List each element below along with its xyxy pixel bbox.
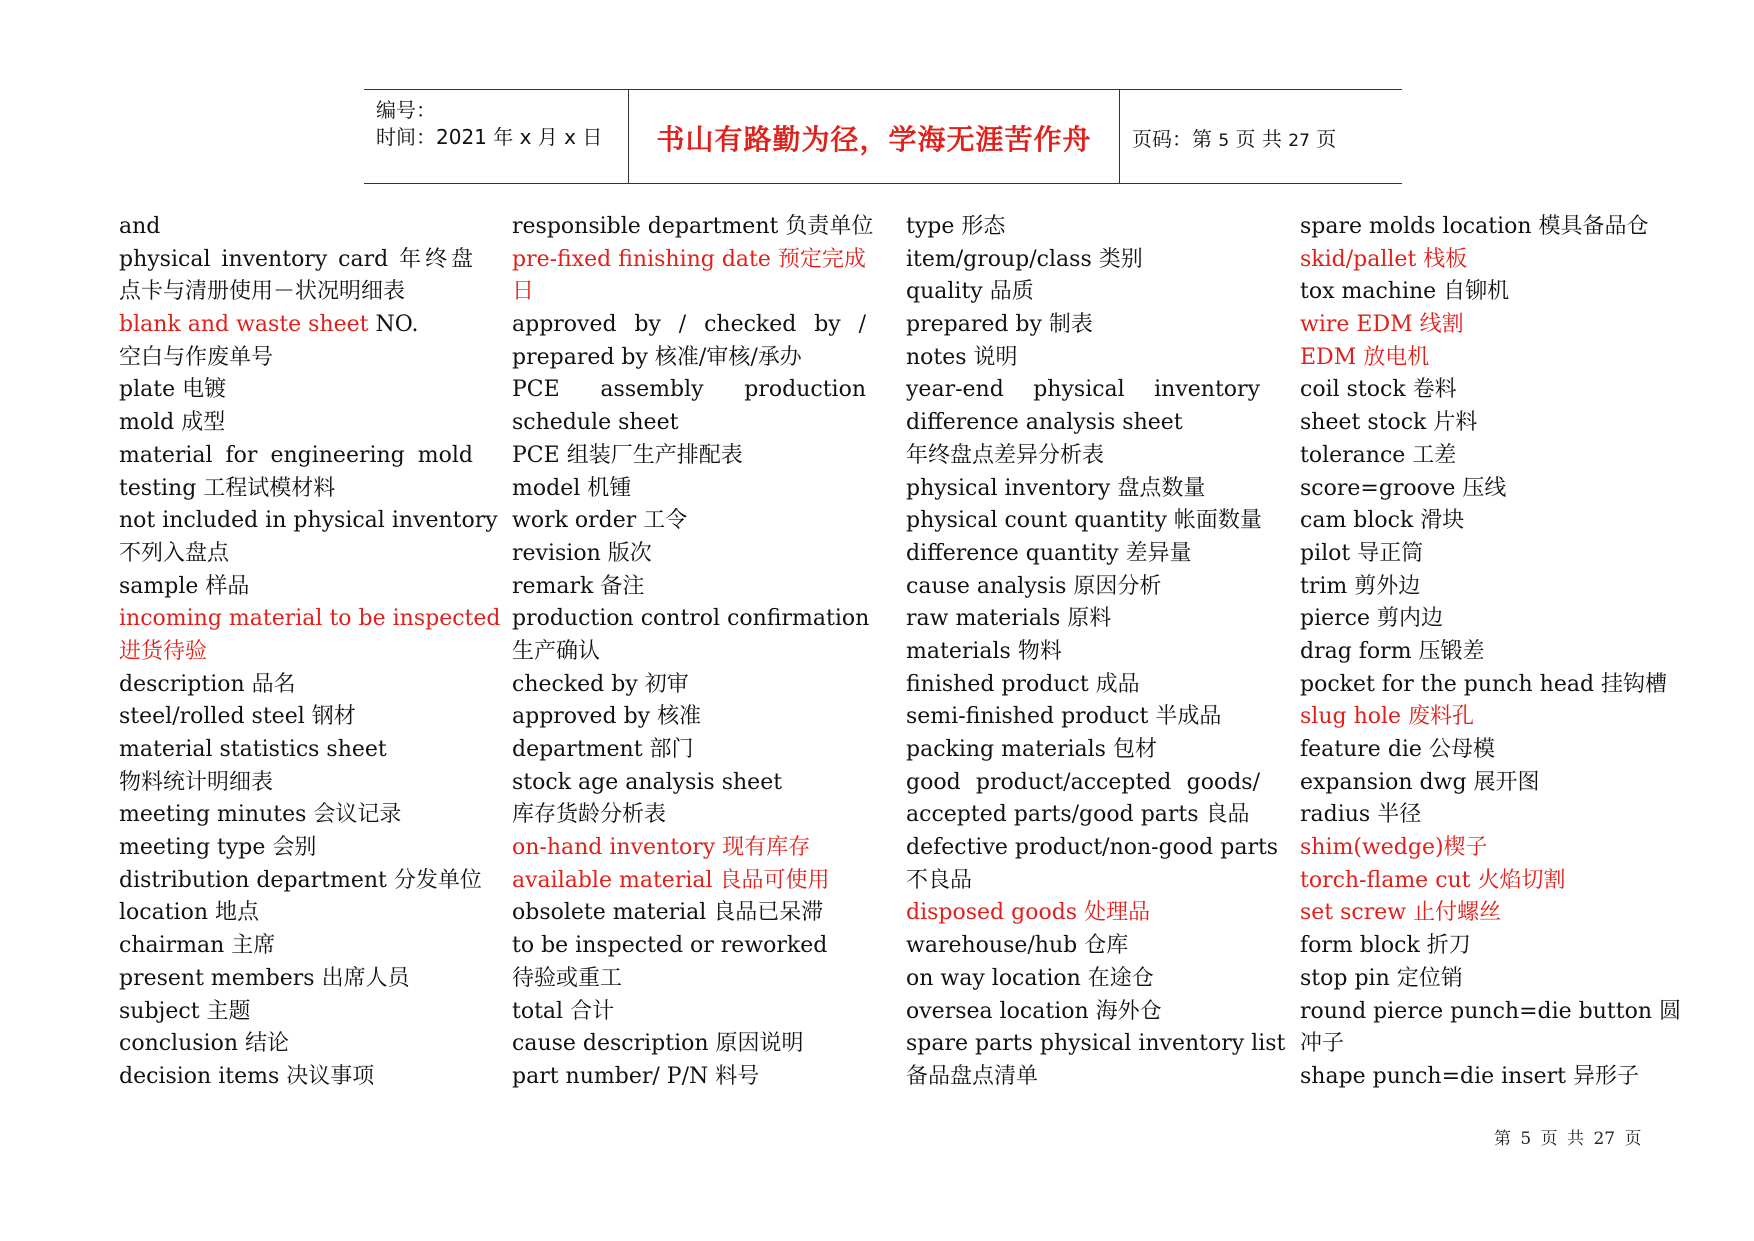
glossary-line: incoming material to be inspected <box>119 606 501 632</box>
glossary-line: and <box>119 214 161 239</box>
glossary-column-4 <box>1300 211 1681 1094</box>
glossary-line: revision 版次 <box>512 540 652 566</box>
glossary-line: difference analysis sheet <box>906 410 1183 436</box>
glossary-line: physical inventory 盘点数量 <box>906 475 1206 501</box>
document-number-label: 编号： <box>376 98 436 122</box>
page-suffix: 页 <box>1316 127 1337 151</box>
glossary-line: 不良品 <box>906 867 973 893</box>
glossary-line: physical count quantity 帐面数量 <box>906 508 1262 534</box>
glossary-line: material for engineering mold <box>119 442 473 468</box>
header-motto: 书山有路勤为径，学海无涯苦作舟 <box>656 123 1092 156</box>
glossary-line: pierce 剪内边 <box>1300 606 1443 632</box>
glossary-line: packing materials 包材 <box>906 737 1157 762</box>
footer-suffix: 页 <box>1624 1129 1642 1149</box>
glossary-line: cause analysis 原因分析 <box>906 573 1162 599</box>
glossary-line: stop pin 定位销 <box>1300 965 1463 991</box>
glossary-line: on-hand inventory 现有库存 <box>512 835 811 861</box>
page-footer <box>1494 1124 1642 1149</box>
glossary-line: subject 主题 <box>119 998 251 1024</box>
glossary-column-2 <box>512 211 874 1094</box>
glossary-line: sample 样品 <box>119 573 250 599</box>
glossary-line: 空白与作废单号 <box>119 344 274 370</box>
glossary-line: total 合计 <box>512 998 615 1024</box>
glossary-line: conclusion 结论 <box>119 1031 289 1057</box>
current-page: 5 <box>1218 131 1230 151</box>
glossary-line: meeting minutes 会议记录 <box>119 802 402 828</box>
header-page-cell <box>1120 90 1402 183</box>
glossary-line: part number/ P/N 料号 <box>512 1063 760 1089</box>
glossary-line: slug hole 废料孔 <box>1300 704 1475 730</box>
glossary-line: good product/accepted goods/ <box>906 769 1260 795</box>
glossary-line: distribution department 分发单位 <box>119 867 482 893</box>
glossary-line: tox machine 自铆机 <box>1300 279 1510 305</box>
glossary-line: to be inspected or reworked <box>512 933 828 959</box>
glossary-line: 库存货龄分析表 <box>512 802 667 828</box>
glossary-line: form block 折刀 <box>1300 933 1471 959</box>
glossary-line: 点卡与清册使用－状况明细表 <box>119 279 406 305</box>
page-mid: 页 共 <box>1235 127 1282 151</box>
glossary-line: physical inventory card 年终盘 <box>119 246 473 272</box>
glossary-line: production control confirmation <box>512 606 870 632</box>
glossary-line: material statistics sheet <box>119 737 387 762</box>
glossary-line: schedule sheet <box>512 410 679 436</box>
glossary-line: not included in physical inventory <box>119 508 498 534</box>
glossary-line: PCE assembly production <box>512 377 866 403</box>
glossary-line: 备品盘点清单 <box>906 1063 1039 1089</box>
glossary-line: plate 电镀 <box>119 377 227 403</box>
total-pages: 27 <box>1288 131 1310 151</box>
glossary-line: raw materials 原料 <box>906 606 1112 632</box>
footer-prefix: 第 <box>1494 1129 1511 1149</box>
page-prefix: 页码：第 <box>1132 127 1212 151</box>
glossary-line: pilot 导正筒 <box>1300 540 1424 566</box>
glossary-line: remark 备注 <box>512 573 645 599</box>
glossary-line: meeting type 会别 <box>119 835 317 861</box>
glossary-line: item/group/class 类别 <box>906 246 1143 272</box>
glossary-line: spare parts physical inventory list <box>906 1031 1286 1057</box>
header-info-cell <box>364 90 628 183</box>
glossary-line: 待验或重工 <box>512 965 623 991</box>
glossary-line: shim(wedge)楔子 <box>1300 835 1488 861</box>
glossary-line: spare molds location 模具备品仓 <box>1300 214 1649 239</box>
glossary-line: coil stock 卷料 <box>1300 377 1457 403</box>
header-motto-cell <box>628 90 1120 183</box>
glossary-line: 不列入盘点 <box>119 540 230 566</box>
document-header <box>364 89 1402 184</box>
glossary-line: set screw 止付螺丝 <box>1300 900 1502 926</box>
glossary-line: notes 说明 <box>906 344 1018 370</box>
glossary-line: cause description 原因说明 <box>512 1031 804 1057</box>
glossary-line: disposed goods 处理品 <box>906 900 1151 926</box>
glossary-line: approved by 核准 <box>512 704 702 730</box>
glossary-line: approved by / checked by / <box>512 312 866 338</box>
glossary-line: responsible department 负责单位 <box>512 214 874 239</box>
footer-total: 27 <box>1593 1129 1616 1149</box>
glossary-line: radius 半径 <box>1300 802 1422 828</box>
glossary-segment: blank and waste sheet <box>119 312 376 338</box>
glossary-line: chairman 主席 <box>119 933 276 959</box>
glossary-line: defective product/non-good parts <box>906 835 1279 861</box>
glossary-line: difference quantity 差异量 <box>906 540 1192 566</box>
glossary-line <box>119 309 473 342</box>
glossary-line: type 形态 <box>906 214 1006 239</box>
glossary-line: pocket for the punch head 挂钩槽 <box>1300 671 1668 697</box>
glossary-line: 进货待验 <box>119 638 208 664</box>
glossary-line: checked by 初审 <box>512 671 689 697</box>
glossary-line: cam block 滑块 <box>1300 508 1465 534</box>
glossary-line: work order 工令 <box>512 508 688 534</box>
glossary-line: oversea location 海外仓 <box>906 998 1162 1024</box>
glossary-column-1 <box>119 211 501 1094</box>
glossary-line: testing 工程试模材料 <box>119 475 336 501</box>
glossary-line: semi-finished product 半成品 <box>906 704 1222 730</box>
glossary-line: torch-flame cut 火焰切割 <box>1300 867 1566 893</box>
glossary-line: location 地点 <box>119 900 260 926</box>
glossary-segment: NO. <box>375 312 419 338</box>
glossary-line: available material 良品可使用 <box>512 867 830 893</box>
glossary-line: description 品名 <box>119 671 296 697</box>
glossary-line: EDM 放电机 <box>1300 344 1430 370</box>
document-date: 时间：2021 年 x 月 x 日 <box>376 125 603 149</box>
glossary-line: 冲子 <box>1300 1031 1345 1057</box>
glossary-line: trim 剪外边 <box>1300 573 1421 599</box>
footer-mid: 页 共 <box>1540 1129 1585 1149</box>
glossary-line: stock age analysis sheet <box>512 769 783 795</box>
glossary-line: on way location 在途仓 <box>906 965 1154 991</box>
header-page-number <box>1132 123 1336 152</box>
glossary-line: mold 成型 <box>119 410 226 436</box>
glossary-line: department 部门 <box>512 737 694 762</box>
glossary-line: materials 物料 <box>906 638 1062 664</box>
glossary-line: warehouse/hub 仓库 <box>906 933 1129 959</box>
glossary-line: steel/rolled steel 钢材 <box>119 704 356 730</box>
glossary-line: model 机锺 <box>512 475 632 501</box>
glossary-line: expansion dwg 展开图 <box>1300 769 1540 795</box>
footer-page-num: 5 <box>1520 1129 1532 1149</box>
glossary-line: present members 出席人员 <box>119 965 410 991</box>
glossary-line: 物料统计明细表 <box>119 769 274 795</box>
glossary-line: sheet stock 片料 <box>1300 410 1478 436</box>
glossary-line: 生产确认 <box>512 638 601 664</box>
glossary-line: shape punch=die insert 异形子 <box>1300 1063 1640 1089</box>
glossary-line: obsolete material 良品已呆滞 <box>512 900 824 926</box>
glossary-line: PCE 组装厂生产排配表 <box>512 442 743 468</box>
glossary-line: score=groove 压线 <box>1300 475 1507 501</box>
glossary-line: prepared by 制表 <box>906 312 1093 338</box>
glossary-line: accepted parts/good parts 良品 <box>906 802 1250 828</box>
glossary-line: feature die 公母模 <box>1300 737 1495 762</box>
glossary-line: 年终盘点差异分析表 <box>906 442 1105 468</box>
glossary-line: finished product 成品 <box>906 671 1140 697</box>
glossary-line: prepared by 核准/审核/承办 <box>512 344 802 370</box>
glossary-line: wire EDM 线割 <box>1300 312 1464 338</box>
glossary-line: round pierce punch=die button 圆 <box>1300 998 1681 1024</box>
glossary-column-3 <box>906 211 1286 1094</box>
glossary-line: drag form 压锻差 <box>1300 638 1485 664</box>
glossary-line: decision items 决议事项 <box>119 1063 375 1089</box>
glossary-line: pre-fixed finishing date 预定完成 <box>512 246 866 272</box>
glossary-line: tolerance 工差 <box>1300 442 1457 468</box>
glossary-line: year-end physical inventory <box>906 377 1260 403</box>
glossary-line: skid/pallet 栈板 <box>1300 246 1468 272</box>
glossary-line: quality 品质 <box>906 279 1034 305</box>
glossary-line: 日 <box>512 279 535 305</box>
